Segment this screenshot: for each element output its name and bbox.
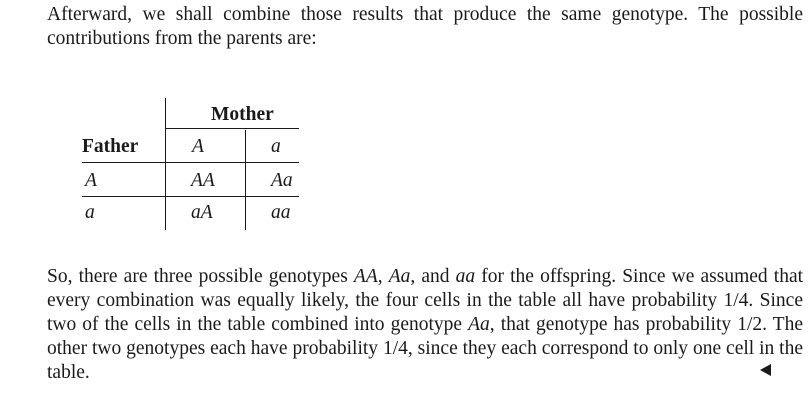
mother-header: Mother bbox=[211, 104, 274, 125]
father-allele-a: a bbox=[85, 202, 95, 223]
father-allele-A: A bbox=[85, 170, 97, 191]
genotype-Aa-second: Aa bbox=[468, 314, 490, 335]
genotype-AA: AA bbox=[353, 266, 378, 287]
table-rule-under-mother bbox=[165, 128, 299, 129]
cell-aA: aA bbox=[191, 202, 213, 223]
table-rule-under-header bbox=[82, 162, 299, 163]
cell-aa: aa bbox=[271, 202, 291, 223]
intro-paragraph: Afterward, we shall combine those results that produce the same genotype. The possible contributions from the parents are: bbox=[47, 4, 803, 49]
genotype-aa: aa bbox=[455, 266, 476, 287]
punnett-square-table bbox=[82, 98, 302, 234]
end-of-example-triangle-icon bbox=[760, 364, 771, 376]
father-header: Father bbox=[82, 136, 139, 157]
conclusion-paragraph: So, there are three possible genotypes AA, Aa, and aa for the offspring. Since we assumed that every combination was equally likely, the four cells in the table all have probability 1/4. Since two of the cells in the table combined into genotype Aa, that genotype has probability 1/2. The other two genotypes each have probability 1/4, since they each correspond to only one cell in the table. bbox=[47, 266, 804, 383]
mother-allele-a: a bbox=[271, 136, 281, 157]
table-vertical-rule-inner bbox=[245, 130, 246, 230]
mother-allele-A: A bbox=[192, 136, 204, 157]
table-rule-row-1 bbox=[82, 196, 299, 197]
cell-AA: AA bbox=[191, 170, 215, 191]
cell-Aa: Aa bbox=[271, 170, 293, 191]
table-vertical-rule-main bbox=[165, 98, 166, 230]
genotype-Aa: Aa bbox=[388, 266, 411, 287]
